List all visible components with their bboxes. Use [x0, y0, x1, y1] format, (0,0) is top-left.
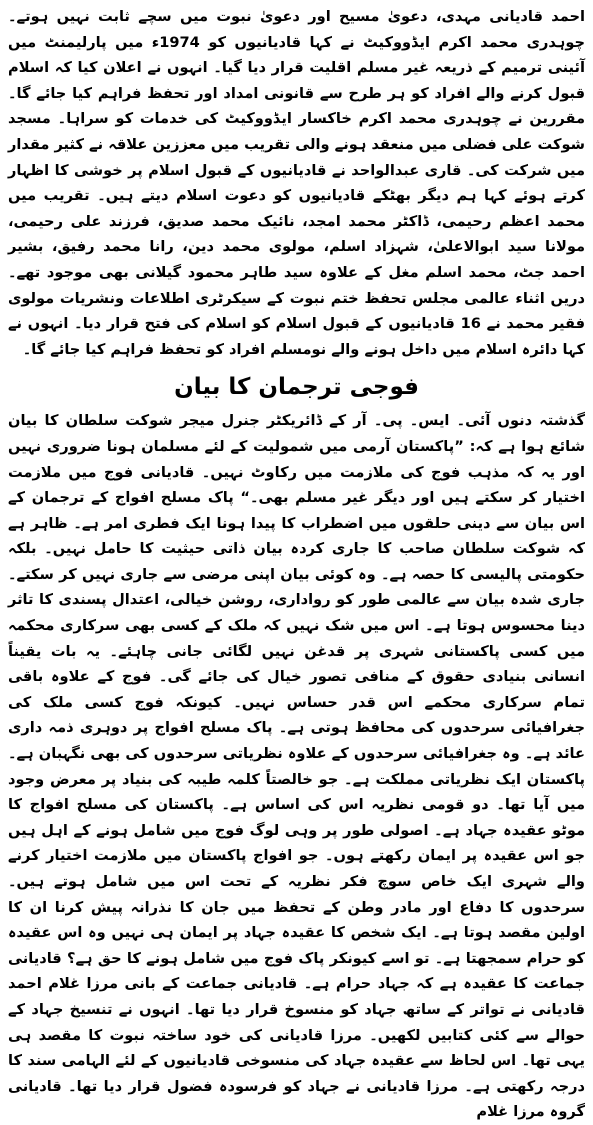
body-paragraph: گذشتہ دنوں آئی۔ ایس۔ پی۔ آر کے ڈائریکٹر جنرل میجر شوکت سلطان کا بیان شائع ہوا ہے کہ: ”پاکستان آرمی میں شمولیت کے لئے مسلمان ہونا ضروری نہیں اور یہ کہ مذہب فوج کی ملازمت میں رکاوٹ نہیں۔ قادیانی فوج میں ملازمت اختیار کر سکتے ہیں اور دیگر غیر مسلم بھی۔“ پاک مسلح افواج کے ترجمان کے اس بیان سے دینی حلقوں میں اضطراب کا پیدا ہونا ایک فطری امر ہے۔ ظاہر ہے کہ شوکت سلطان صاحب کا جاری کردہ بیان ذاتی حیثیت کا حامل نہیں۔ بلکہ حکومتی پالیسی کا حصہ ہے۔ وہ کوئی بیان اپنی مرضی سے جاری نہیں کر سکتے۔ جاری شدہ بیان سے عالمی طور کو رواداری، روشن خیالی، اعتدال پسندی کا تاثر دینا محسوس ہوتا ہے۔ اس میں شک نہیں کہ ملک کے کسی بھی سرکاری محکمہ میں کسی پاکستانی شہری پر قدغن نہیں لگائی جانی چاہئے۔ یہ بات یقیناً انسانی بنیادی حقوق کے منافی تصور خیال کی جائے گی۔ فوج کے علاوہ باقی تمام سرکاری محکمے اس قدر حساس نہیں۔ کیونکہ فوج کسی ملک کی جغرافیائی سرحدوں کی محافظ ہوتی ہے۔ پاک مسلح افواج پر دوہری ذمہ داری عائد ہے۔ وہ جغرافیائی سرحدوں کے علاوہ نظریاتی سرحدوں کی بھی نگہبان ہے۔ پاکستان ایک نظریاتی مملکت ہے۔ جو خالصتاً کلمہ طیبہ کی بنیاد پر معرض وجود میں آیا تھا۔ دو قومی نظریہ اس کی اساس ہے۔ پاکستان کی مسلح افواج کا موٹو عقیدہ جہاد ہے۔ اصولی طور پر وہی لوگ فوج میں شامل ہونے کے اہل ہیں جو اس عقیدہ پر ایمان رکھتے ہوں۔ جو افواج پاکستان میں ملازمت اختیار کرنے والے شہری ایک خاص سوچ فکر نظریہ کے تحت اس میں شامل ہوتے ہیں۔ سرحدوں کا دفاع اور مادر وطن کے تحفظ میں جان کا نذرانہ پیش کرنا ان کا اولین مقصد ہوتا ہے۔ ایک شخص کا عقیدہ جہاد پر ایمان ہی نہیں وہ اس عقیدہ کو حرام سمجھتا ہے۔ تو اسے کیونکر پاک فوج میں شامل ہونے کا حق ہے؟ قادیانی جماعت کا عقیدہ ہے کہ جہاد حرام ہے۔ قادیانی جماعت کے بانی مرزا غلام احمد قادیانی نے تواتر کے ساتھ جہاد کو منسوخ قرار دیا تھا۔ انہوں نے تنسیخ جہاد کے حوالے سے کئی کتابیں لکھیں۔ مرزا قادیانی کی خود ساختہ نبوت کا مقصد ہی یہی تھا۔ اس لحاظ سے عقیدہ جہاد کی منسوخی قادیانیوں کے لئے الہامی سند کا درجہ رکھتی ہے۔ مرزا قادیانی نے جہاد کو فرسودہ فضول قرار دیا تھا۔ قادیانی گروہ مرزا غلام: [8, 412, 585, 1121]
section-heading: فوجی ترجمان کا بیان: [174, 374, 419, 401]
intro-paragraph: احمد قادیانی مہدی، دعویٰ مسیح اور دعویٰ نبوت میں سچے ثابت نہیں ہوتے۔ چوہدری محمد اکرم ایڈووکیٹ نے کہا قادیانیوں کو 1974ء میں پارلیمنٹ میں آئینی ترمیم کے ذریعہ غیر مسلم اقلیت قرار دیا گیا۔ انہوں نے اعلان کیا کہ اسلام قبول کرنے والے افراد کو ہر طرح سے قانونی امداد اور تحفظ فراہم کیا جائے گا۔ مقررین نے چوہدری محمد اکرم خاکسار ایڈووکیٹ کی خدمات کو سراہا۔ مسجد شوکت علی فضلی میں منعقد ہونے والی تقریب میں معززین علاقہ نے کثیر مقدار میں شرکت کی۔ قاری عبدالواحد نے قادیانیوں کے قبول اسلام پر خوشی کا اظہار کرتے ہوئے کہا ہم دیگر بھٹکے قادیانیوں کو دعوت اسلام دیتے ہیں۔ تقریب میں محمد اعظم رحیمی، ڈاکٹر محمد امجد، نائیک محمد صدیق، فرزند علی رحیمی، مولانا سید ابوالاعلیٰ، شہزاد اسلم، مولوی محمد دین، رانا محمد رفیق، بشیر احمد جٹ، محمد اسلم مغل کے علاوہ سید طاہر محمود گیلانی بھی موجود تھے۔ دریں اثناء عالمی مجلس تحفظ ختم نبوت کے سیکرٹری اطلاعات ونشریات مولوی فقیر محمد نے 16 قادیانیوں کے قبول اسلام کو اسلام کی فتح قرار دیا۔ انہوں نے کہا دائرہ اسلام میں داخل ہونے والے نومسلم افراد کو تحفظ فراہم کیا جائے گا۔: [8, 8, 586, 358]
